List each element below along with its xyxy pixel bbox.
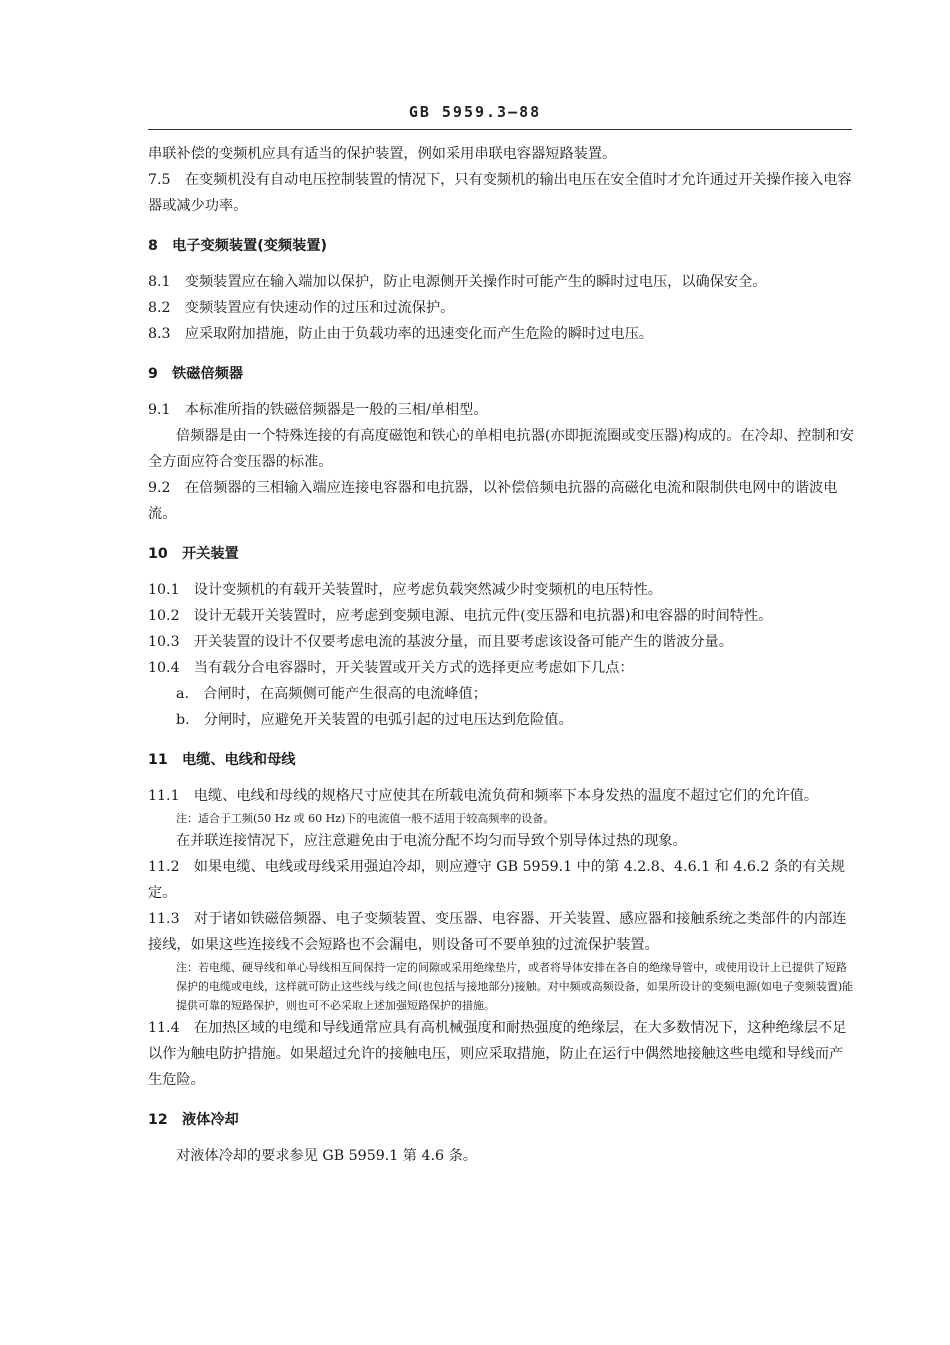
- page-header: GB 5959.3—88: [408, 103, 542, 121]
- clause-number: 10.1: [148, 582, 180, 598]
- clause-number: 7.5: [148, 172, 171, 188]
- clause-number: 10.2: [148, 608, 180, 624]
- clause-number: 9.2: [148, 480, 171, 496]
- clause-10-4: [148, 655, 856, 681]
- section-number: 9: [148, 366, 158, 382]
- clause-9-1: [148, 397, 856, 423]
- clause-10-2: [148, 603, 856, 629]
- paragraph: 串联补偿的变频机应具有适当的保护装置，例如采用串联电容器短路装置。: [148, 146, 617, 162]
- clause-8-1: [148, 269, 856, 295]
- clause-11-1: [148, 783, 856, 809]
- note-11-3: 注：若电缆、硬导线和单心导线相互间保持一定的间隙或采用绝缘垫片，或者将导体安排在各自的绝缘导管中，或使用设计上已提供了短路保护的电缆或电线，这样就可防止这些线与线之间(也包括与接地部分)接触。对中频或高频设备，如果所设计的变频电源(如电子变频装置)能提供可靠的短路保护，则也可不必采取上述加强短路保护的措施。: [176, 961, 854, 1012]
- clause-8-3: [148, 321, 856, 347]
- clause-7-5: [148, 167, 856, 219]
- section-number: 10: [148, 546, 168, 562]
- paragraph: 在并联连接情况下，应注意避免由于电流分配不均匀而导致个别导体过热的现象。: [176, 833, 687, 849]
- clause-number: 10.4: [148, 660, 180, 676]
- paragraph: 对液体冷却的要求参见 GB 5959.1 第 4.6 条。: [176, 1148, 477, 1164]
- clause-11-4: [148, 1015, 856, 1093]
- clause-text: 开关装置的设计不仅要考虑电流的基波分量，而且要考虑该设备可能产生的谐波分量。: [193, 634, 733, 650]
- paragraph: 倍频器是由一个特殊连接的有高度磁饱和铁心的单相电抗器(亦即扼流圈或变压器)构成的。在冷却、控制和安全方面应符合变压器的标准。: [148, 428, 854, 470]
- header-rule: [148, 129, 852, 130]
- clause-number: 8.1: [148, 274, 171, 290]
- section-heading-10: [148, 541, 856, 567]
- clause-10-3: [148, 629, 856, 655]
- clause-text: 变频装置应有快速动作的过压和过流保护。: [184, 300, 455, 316]
- clause-number: 11.4: [148, 1020, 180, 1036]
- clause-text: 在变频机没有自动电压控制装置的情况下，只有变频机的输出电压在安全值时才允许通过开关操作接入电容器或减少功率。: [148, 172, 852, 214]
- section-title: 铁磁倍频器: [172, 366, 244, 382]
- clause-text: 设计无载开关装置时，应考虑到变频电源、电抗元件(变压器和电抗器)和电容器的时间特性。: [193, 608, 773, 624]
- section-heading-11: [148, 747, 856, 773]
- clause-text: 设计变频机的有载开关装置时，应考虑负载突然减少时变频机的电压特性。: [193, 582, 662, 598]
- clause-10-1: [148, 577, 856, 603]
- section-title: 开关装置: [181, 546, 239, 562]
- clause-number: 11.1: [148, 788, 180, 804]
- clause-text: 应采取附加措施，防止由于负载功率的迅速变化而产生危险的瞬时过电压。: [184, 326, 653, 342]
- clause-11-2: [148, 854, 856, 906]
- clause-number: 10.3: [148, 634, 180, 650]
- clause-number: 9.1: [148, 402, 171, 418]
- list-marker: a.: [176, 686, 189, 702]
- note-11-1: 注：适合于工频(50 Hz 或 60 Hz)下的电流值一般不适用于较高频率的设备。: [176, 812, 555, 825]
- clause-number: 11.3: [148, 911, 180, 927]
- clause-number: 11.2: [148, 859, 180, 875]
- clause-text: 如果电缆、电线或母线采用强迫冷却，则应遵守 GB 5959.1 中的第 4.2.8、4.6.1 和 4.6.2 条的有关规定。: [148, 859, 845, 901]
- section-number: 11: [148, 752, 168, 768]
- clause-9-2: [148, 475, 856, 527]
- list-text: 分闸时，应避免开关装置的电弧引起的过电压达到危险值。: [203, 712, 573, 728]
- clause-text: 变频装置应在输入端加以保护，防止电源侧开关操作时可能产生的瞬时过电压，以确保安全。: [184, 274, 767, 290]
- clause-text: 电缆、电线和母线的规格尺寸应使其在所载电流负荷和频率下本身发热的温度不超过它们的允许值。: [193, 788, 819, 804]
- clause-number: 8.3: [148, 326, 171, 342]
- clause-11-3: [148, 906, 856, 958]
- section-title: 液体冷却: [181, 1112, 239, 1128]
- list-marker: b.: [176, 712, 190, 728]
- section-heading-8: [148, 233, 856, 259]
- list-item-a: [148, 681, 856, 707]
- clause-number: 8.2: [148, 300, 171, 316]
- section-title: 电缆、电线和母线: [181, 752, 296, 768]
- clause-8-2: [148, 295, 856, 321]
- document-body: [148, 141, 856, 1169]
- section-heading-12: [148, 1107, 856, 1133]
- clause-text: 本标准所指的铁磁倍频器是一般的三相/单相型。: [184, 402, 488, 418]
- section-title: 电子变频装置(变频装置): [172, 238, 327, 254]
- list-text: 合闸时，在高频侧可能产生很高的电流峰值；: [203, 686, 487, 702]
- clause-text: 当有载分合电容器时，开关装置或开关方式的选择更应考虑如下几点：: [193, 660, 634, 676]
- list-item-b: [148, 707, 856, 733]
- clause-text: 对于诸如铁磁倍频器、电子变频装置、变压器、电容器、开关装置、感应器和接触系统之类部件的内部连接线，如果这些连接线不会短路也不会漏电，则设备可不要单独的过流保护装置。: [148, 911, 847, 953]
- clause-text: 在倍频器的三相输入端应连接电容器和电抗器，以补偿倍频电抗器的高磁化电流和限制供电网中的谐波电流。: [148, 480, 838, 522]
- clause-text: 在加热区域的电缆和导线通常应具有高机械强度和耐热强度的绝缘层，在大多数情况下，这种绝缘层不足以作为触电防护措施。如果超过允许的接触电压，则应采取措施，防止在运行中偶然地接触这些电缆和导线而产生危险。: [148, 1020, 847, 1088]
- section-number: 12: [148, 1112, 168, 1128]
- section-heading-9: [148, 361, 856, 387]
- section-number: 8: [148, 238, 158, 254]
